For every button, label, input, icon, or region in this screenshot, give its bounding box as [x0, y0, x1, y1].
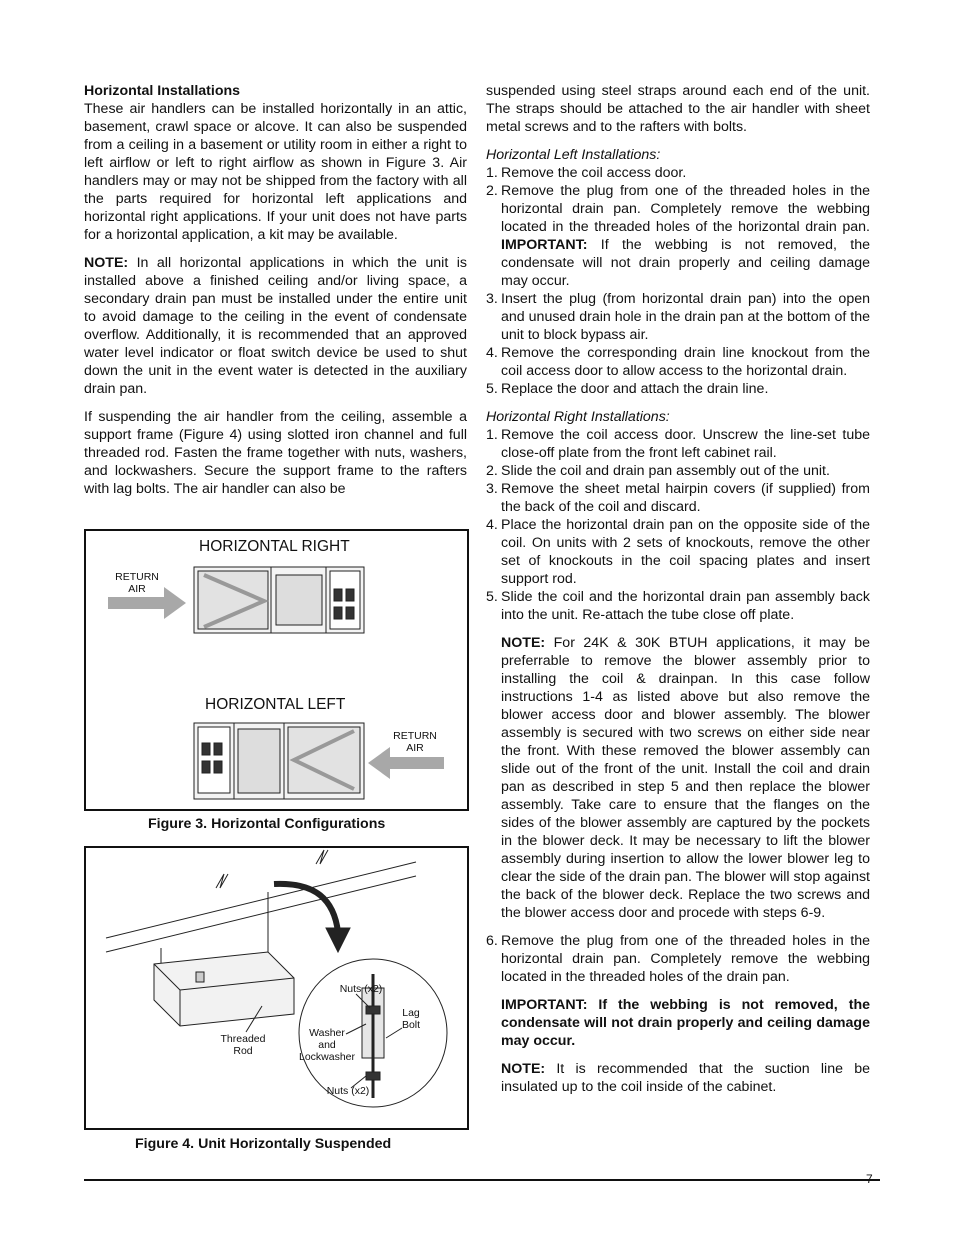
air-handler-unit	[154, 952, 294, 1026]
figure-3-horizontal-configurations	[84, 529, 469, 811]
figure-4-unit-suspended	[84, 846, 469, 1130]
hr-step-2: 2. Slide the coil and drain pan assembly out of the unit.	[486, 463, 830, 479]
lag-bolt-label: Lag Bolt	[401, 1007, 421, 1031]
note-paragraph	[84, 254, 467, 398]
important-warning: IMPORTANT: If the webbing is not removed, the condensate will not drain properly and ceiling damage may occur.	[501, 997, 870, 1049]
horizontal-right-steps	[486, 426, 870, 624]
suspension-paragraph: If suspending the air handler from the ceiling, assemble a support frame (Figure 4) using slotted iron channel and full threaded rod. Fasten the frame together with nuts, washers, and lockwashers. Secure the support frame to the rafters with lag bolts. The air handler can also be	[84, 409, 467, 497]
washer-label: Washer and Lockwasher	[298, 1027, 356, 1063]
note-suction-line: NOTE: It is recommended that the suction line be insulated up to the coil inside of the cabinet.	[501, 1061, 870, 1095]
note-label: NOTE:	[84, 255, 129, 271]
ceiling-rafter	[106, 862, 416, 952]
note-text: In all horizontal applications in which the unit is installed above a finished ceiling and/or living space, a secondary drain pan must be installed under the entire unit to avoid damage to the ceiling in the event of condensate overflow. Additionally, it is recommended that an approved water level indicator or float switch device be used to shut down the unit in the event water is detected in the auxiliary drain pan.	[84, 255, 467, 397]
note-24k-30k: NOTE: For 24K & 30K BTUH applications, it may be preferrable to remove the blower assembly prior to installing the coil & drainpan. In this case follow instructions 1-4 as listed above but also remove the blower access door and blower assembly. The blower assembly is secured with two screws on either side near the front. With these removed the blower assembly can slide out of the front of the unit. Install the coil and drain pan as described in step 5 and then replace the blower assembly. Take care to ensure that the flanges on the sides of the blower assembly are captured by the pockets in the blower deck. It may be necessary to lift the blower assembly during insertion to allow the lower blower leg to clear the side of the drain pan. The blower will stop against the back of the blower deck. Replace the two screws and the blower access door and procede with steps 6-9.	[501, 635, 870, 921]
hr-step-4: 4. Place the horizontal drain pan on the opposite side of the coil. On units with 2 sets of knockouts, remove the other set of knockouts in the coil spacing plates and insert support rod.	[486, 517, 870, 587]
return-air-label-top: RETURN AIR	[115, 571, 159, 595]
step-6: 6. Remove the plug from one of the threaded holes in the horizontal drain pan. Completely remove the webbing located in the threaded holes of the drain pan.	[486, 933, 870, 985]
figure-3-caption: Figure 3. Horizontal Configurations	[148, 816, 386, 832]
air-handler-bottom-drawing	[194, 723, 364, 799]
horizontal-right-heading: Horizontal Right Installations:	[486, 409, 670, 425]
hl-step-5: 5. Replace the door and attach the drain line.	[486, 381, 769, 397]
hr-step-1: 1. Remove the coil access door. Unscrew the line-set tube close-off plate from the front left cabinet rail.	[486, 427, 870, 461]
page-number: 7	[866, 1172, 873, 1186]
left-column	[84, 82, 467, 498]
hl-step-1: 1. Remove the coil access door.	[486, 165, 687, 181]
hr-step-5: 5. Slide the coil and the horizontal drain pan assembly back into the unit. Re-attach the tube close off plate.	[486, 589, 870, 623]
figure-4-drawing	[86, 848, 467, 1128]
magnify-arrow	[274, 884, 338, 932]
footer-rule	[84, 1179, 880, 1181]
figure-4-caption: Figure 4. Unit Horizontally Suspended	[135, 1136, 392, 1152]
horizontal-left-steps	[486, 164, 870, 398]
nuts-top-label: Nuts (x2)	[339, 983, 383, 995]
horizontal-left-label: HORIZONTAL LEFT	[205, 696, 346, 713]
hl-step-2: 2. Remove the plug from one of the threaded holes in the horizontal drain pan. Completely remove the webbing located in the threaded holes of the horizontal drain pan. IMPORTANT: If the webbing is not removed, the condensate will not drain properly and ceiling damage may occur.	[486, 183, 870, 289]
horizontal-right-label: HORIZONTAL RIGHT	[199, 538, 350, 555]
section-heading: Horizontal Installations	[84, 83, 241, 99]
horizontal-left-heading: Horizontal Left Installations:	[486, 147, 661, 163]
air-handler-top-drawing	[194, 567, 364, 633]
step-6-list	[486, 932, 870, 986]
hr-step-3: 3. Remove the sheet metal hairpin covers (if supplied) from the back of the coil and discard.	[486, 481, 870, 515]
right-column	[486, 82, 870, 1096]
hl-step-3: 3. Insert the plug (from horizontal drain pan) into the open and unused drain hole in the drain pan at the bottom of the unit to block bypass air.	[486, 291, 870, 343]
hl-step-4: 4. Remove the corresponding drain line knockout from the coil access door to allow access to the horizontal drain.	[486, 345, 870, 379]
threaded-rod-label: Threaded Rod	[220, 1033, 266, 1057]
continued-paragraph: suspended using steel straps around each end of the unit. The straps should be attached to the air handler with sheet metal screws and to the rafters with bolts.	[486, 83, 870, 135]
intro-paragraph: These air handlers can be installed horizontally in an attic, basement, crawl space or alcove. It can also be suspended from a ceiling in a basement or utility room in either a right to left airflow or left to right airflow as shown in Figure 3. Air handlers may or may not be shipped from the factory with all the parts required for horizontal left applications and horizontal right applications. If your unit does not have parts for a horizontal application, a kit may be available.	[84, 101, 467, 243]
return-air-label-bottom: RETURN AIR	[393, 730, 437, 754]
nuts-bottom-label: Nuts (x2)	[326, 1085, 370, 1097]
